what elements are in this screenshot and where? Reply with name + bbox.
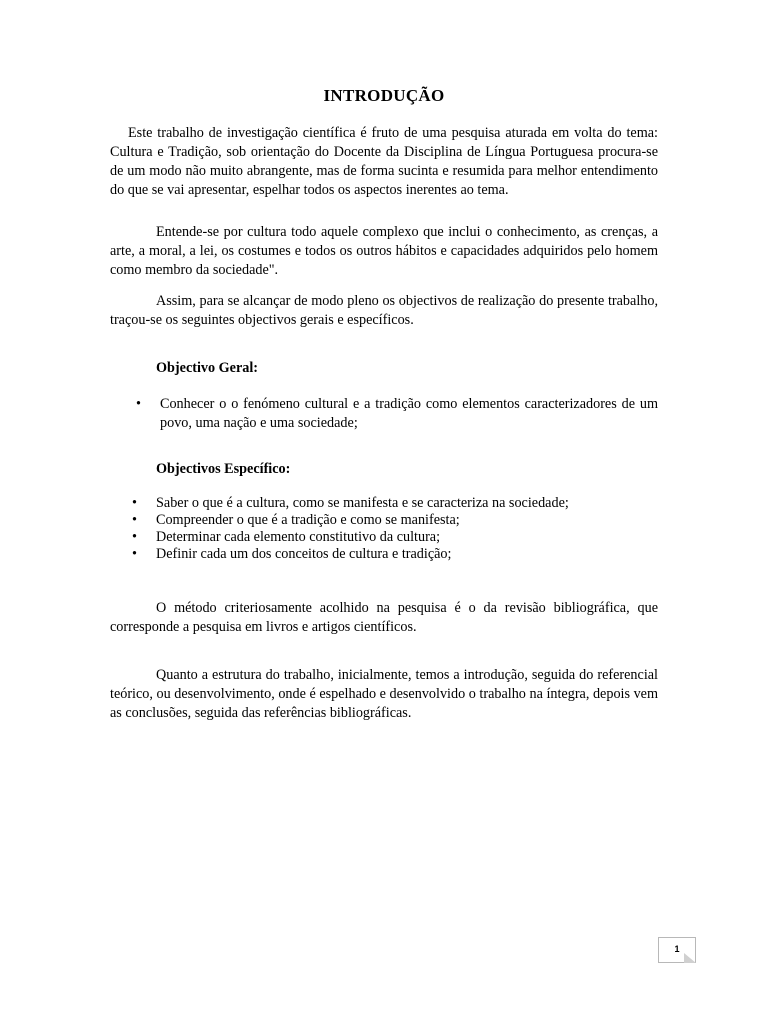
bullet-icon: • <box>132 512 137 528</box>
paragraph-culture-definition: Entende-se por cultura todo aquele complexo que inclui o conhecimento, as crenças, a arte, a moral, a lei, os costumes e todos os outros hábitos e capacidades adquiridos pelo homem como membro da sociedade". <box>110 224 658 278</box>
list-item-text: Conhecer o o fenómeno cultural e a tradição como elementos caracterizadores de um povo, uma nação e uma sociedade; <box>160 396 658 431</box>
page-title: INTRODUÇÃO <box>323 86 445 105</box>
bullet-icon: • <box>136 396 141 412</box>
list-item <box>132 512 658 529</box>
paragraph-intro: Este trabalho de investigação científica é fruto de uma pesquisa aturada em volta do tema: Cultura e Tradição, sob orientação do Docente da Disciplina de Língua Portuguesa procura-se de um modo não muito abrangente, mas de forma sucinta e resumida para melhor entendimento do que se vai apresentar, espelhar todos os aspectos inerentes ao tema. <box>110 125 658 198</box>
list-item <box>132 495 658 512</box>
list-item-text: Saber o que é a cultura, como se manifesta e se caracteriza na sociedade; <box>156 495 569 511</box>
list-item-text: Determinar cada elemento constitutivo da cultura; <box>156 529 441 545</box>
list-objectivos-especificos <box>132 495 658 563</box>
paragraph-method: O método criteriosamente acolhido na pesquisa é o da revisão bibliográfica, que corresponde a pesquisa em livros e artigos científicos. <box>110 600 658 635</box>
bullet-icon: • <box>132 495 137 511</box>
list-item-text: Compreender o que é a tradição e como se manifesta; <box>156 512 460 528</box>
paragraph-objectives-intro: Assim, para se alcançar de modo pleno os objectivos de realização do presente trabalho, traçou-se os seguintes objectivos gerais e específicos. <box>110 293 658 328</box>
list-item-text: Definir cada um dos conceitos de cultura e tradição; <box>156 546 452 562</box>
list-item <box>132 529 658 546</box>
heading-objectivos-especificos: Objectivos Específico: <box>156 461 291 477</box>
page-fold-icon <box>684 953 696 963</box>
bullet-icon: • <box>132 546 137 562</box>
list-item <box>132 546 658 563</box>
page-number-badge <box>658 937 696 963</box>
list-objectivo-geral <box>136 395 658 433</box>
list-item <box>136 395 658 433</box>
heading-objectivo-geral: Objectivo Geral: <box>156 360 259 376</box>
bullet-icon: • <box>132 529 137 545</box>
page-number: 1 <box>674 944 680 954</box>
paragraph-structure: Quanto a estrutura do trabalho, inicialmente, temos a introdução, seguida do referencial teórico, ou desenvolvimento, onde é espelhado e desenvolvido o trabalho na íntegra, depois vem as conclusões, seguida das referências bibliográficas. <box>110 667 658 721</box>
